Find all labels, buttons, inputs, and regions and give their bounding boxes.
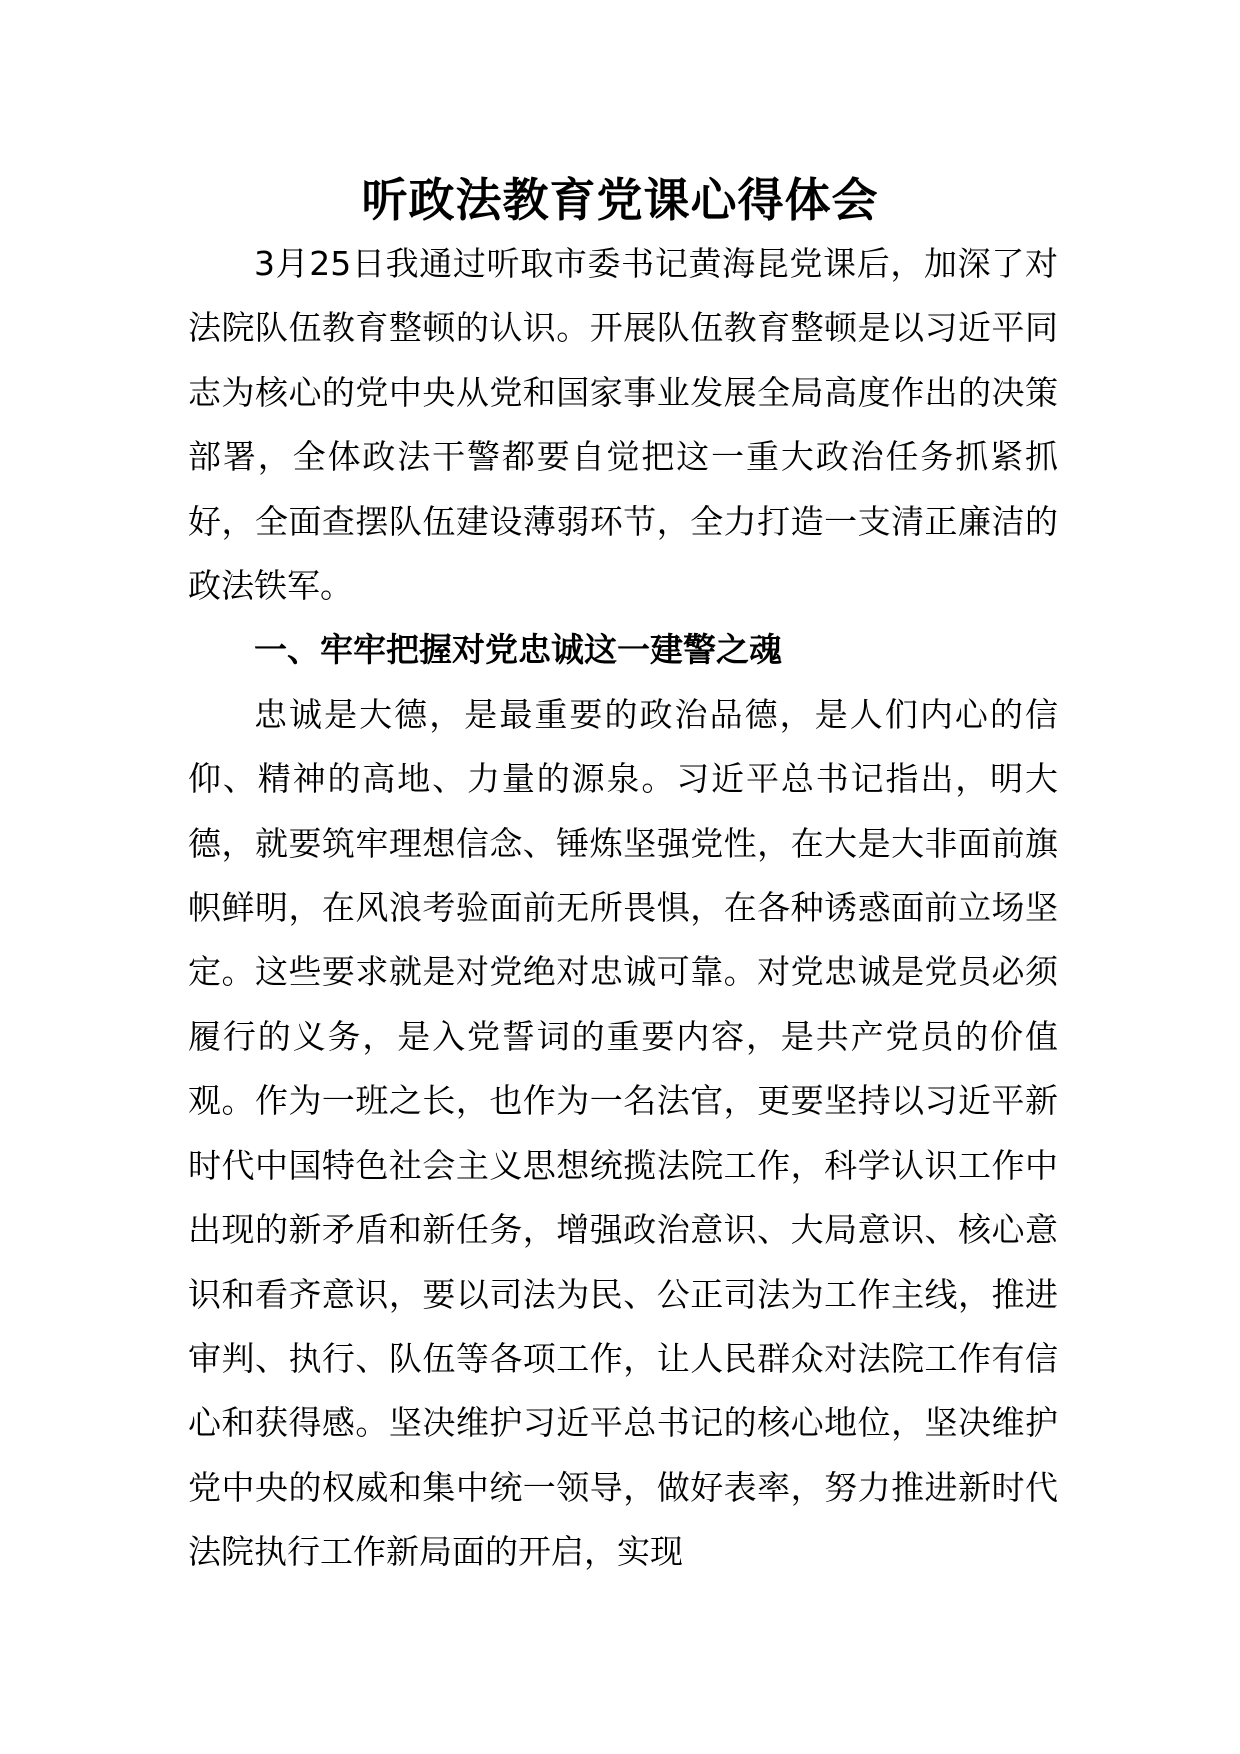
document-body xyxy=(188,232,1058,1585)
section-heading: 一、牢牢把握对党忠诚这一建警之魂 xyxy=(254,630,782,670)
section-paragraph: 忠诚是大德，是最重要的政治品德，是人们内心的信仰、精神的高地、力量的源泉。习近平总书记指出，明大德，就要筑牢理想信念、锤炼坚强党性，在大是大非面前旗帜鲜明，在风浪考验面前无所畏惧，在各种诱惑面前立场坚定。这些要求就是对党绝对忠诚可靠。对党忠诚是党员必须履行的义务，是入党誓词的重要内容，是共产党员的价值观。作为一班之长，也作为一名法官，更要坚持以习近平新时代中国特色社会主义思想统揽法院工作，科学认识工作中出现的新矛盾和新任务，增强政治意识、大局意识、核心意识和看齐意识，要以司法为民、公正司法为工作主线，推进审判、执行、队伍等各项工作，让人民群众对法院工作有信心和获得感。坚决维护习近平总书记的核心地位，坚决维护党中央的权威和集中统一领导，做好表率，努力推进新时代法院执行工作新局面的开启，实现 xyxy=(188,694,1058,1572)
document-title: 听政法教育党课心得体会 xyxy=(361,173,879,227)
intro-paragraph: 3月25日我通过听取市委书记黄海昆党课后，加深了对法院队伍教育整顿的认识。开展队伍教育整顿是以习近平同志为核心的党中央从党和国家事业发展全局高度作出的决策部署，全体政法干警都要自觉把这一重大政治任务抓紧抓好，全面查摆队伍建设薄弱环节，全力打造一支清正廉洁的政法铁军。 xyxy=(188,244,1058,606)
